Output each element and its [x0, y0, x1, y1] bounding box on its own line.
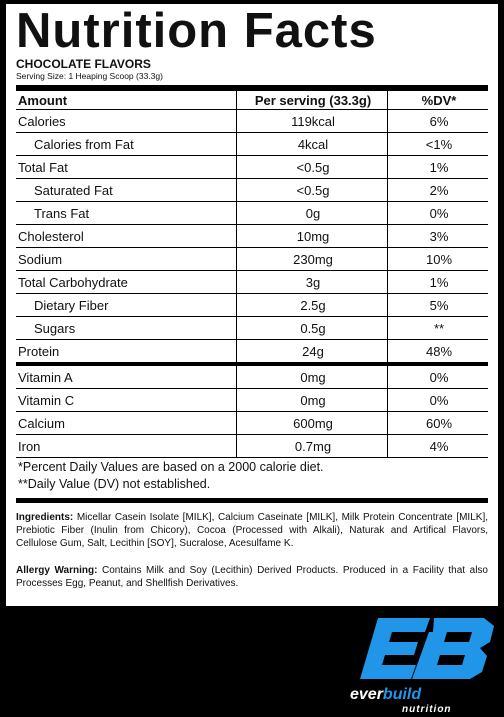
nutrient-amount: 0g — [237, 202, 388, 225]
nutrient-dv: 0% — [388, 202, 489, 225]
brand-wordmark — [350, 686, 421, 704]
nutrient-name: Total Fat — [16, 156, 237, 179]
allergy-block — [16, 564, 488, 590]
nutrient-name: Dietary Fiber — [16, 294, 237, 317]
nutrient-amount: 119kcal — [237, 110, 388, 133]
nutrient-amount: 600mg — [237, 412, 388, 435]
table-row — [16, 317, 488, 340]
nutrient-dv: 10% — [388, 248, 489, 271]
nutrient-dv: 5% — [388, 294, 489, 317]
nutrient-name: Sodium — [16, 248, 237, 271]
ingredients-block — [16, 511, 488, 550]
allergy-label: Allergy Warning: — [16, 565, 98, 576]
nutrient-name: Sugars — [16, 317, 237, 340]
table-row — [16, 179, 488, 202]
nutrition-table — [16, 91, 488, 458]
table-row — [16, 271, 488, 294]
page-title: Nutrition Facts — [16, 4, 377, 58]
serving-size: Serving Size: 1 Heaping Scoop (33.3g) — [16, 71, 163, 81]
nutrient-name: Cholesterol — [16, 225, 237, 248]
column-header-dv: %DV* — [388, 91, 489, 110]
nutrition-table-body — [16, 110, 488, 458]
nutrient-name: Calories — [16, 110, 237, 133]
nutrient-amount: 4kcal — [237, 133, 388, 156]
nutrient-dv: ** — [388, 317, 489, 340]
nutrient-name: Calcium — [16, 412, 237, 435]
table-row — [16, 412, 488, 435]
nutrient-name: Trans Fat — [16, 202, 237, 225]
nutrient-dv: 0% — [388, 389, 489, 412]
table-row — [16, 294, 488, 317]
nutrient-amount: 0mg — [237, 364, 388, 389]
nutrient-amount: 0.5g — [237, 317, 388, 340]
nutrient-dv: 1% — [388, 271, 489, 294]
table-row — [16, 340, 488, 365]
nutrient-name: Total Carbohydrate — [16, 271, 237, 294]
nutrition-label — [6, 4, 498, 606]
ingredients-text: Micellar Casein Isolate [MILK], Calcium Caseinate [MILK], Milk Protein Concentrate [MILK], Prebiotic Fiber (Inulin from Chicory), Cocoa (Processed with Alkali), Naturak and Artifical Flavors, Cellulose Gum, Salt, Lecithin [SOY], Sucralose, Acesulfame K. — [16, 512, 488, 549]
nutrient-name: Vitamin C — [16, 389, 237, 412]
nutrient-amount: 2.5g — [237, 294, 388, 317]
nutrient-dv: 60% — [388, 412, 489, 435]
table-row — [16, 364, 488, 389]
brand-word-ever: ever — [350, 686, 383, 703]
nutrient-name: Iron — [16, 435, 237, 458]
nutrient-amount: <0.5g — [237, 156, 388, 179]
brand-subtitle: nutrition — [402, 704, 452, 715]
ingredients-label: Ingredients: — [16, 512, 74, 523]
nutrient-name: Calories from Fat — [16, 133, 237, 156]
nutrient-dv: 6% — [388, 110, 489, 133]
column-header-amount: Amount — [16, 91, 237, 110]
nutrient-amount: 10mg — [237, 225, 388, 248]
table-row — [16, 389, 488, 412]
nutrient-dv: 4% — [388, 435, 489, 458]
nutrient-amount: 3g — [237, 271, 388, 294]
nutrient-dv: 2% — [388, 179, 489, 202]
flavor-label: CHOCOLATE FLAVORS — [16, 57, 151, 71]
table-header-row — [16, 91, 488, 110]
nutrient-amount: 24g — [237, 340, 388, 365]
section-divider — [16, 498, 488, 503]
table-row — [16, 133, 488, 156]
nutrient-dv: 48% — [388, 340, 489, 365]
nutrient-name: Saturated Fat — [16, 179, 237, 202]
nutrient-dv: 3% — [388, 225, 489, 248]
nutrient-name: Vitamin A — [16, 364, 237, 389]
nutrient-amount: 0mg — [237, 389, 388, 412]
footnote-dv: *Percent Daily Values are based on a 2000 calorie diet. — [18, 460, 324, 474]
nutrient-amount: <0.5g — [237, 179, 388, 202]
footnote-dv-not-established: **Daily Value (DV) not established. — [18, 477, 211, 491]
nutrient-amount: 0.7mg — [237, 435, 388, 458]
table-row — [16, 156, 488, 179]
table-row — [16, 248, 488, 271]
nutrient-dv: <1% — [388, 133, 489, 156]
table-row — [16, 435, 488, 458]
nutrient-dv: 0% — [388, 364, 489, 389]
table-row — [16, 225, 488, 248]
column-header-per-serving: Per serving (33.3g) — [237, 91, 388, 110]
table-row — [16, 110, 488, 133]
table-row — [16, 202, 488, 225]
nutrient-dv: 1% — [388, 156, 489, 179]
allergy-text: Contains Milk and Soy (Lecithin) Derived Products. Produced in a Facility that also Processes Egg, Peanut, and Shellfish Derivatives. — [16, 565, 488, 589]
nutrient-name: Protein — [16, 340, 237, 365]
nutrient-amount: 230mg — [237, 248, 388, 271]
brand-word-build: build — [382, 686, 422, 703]
